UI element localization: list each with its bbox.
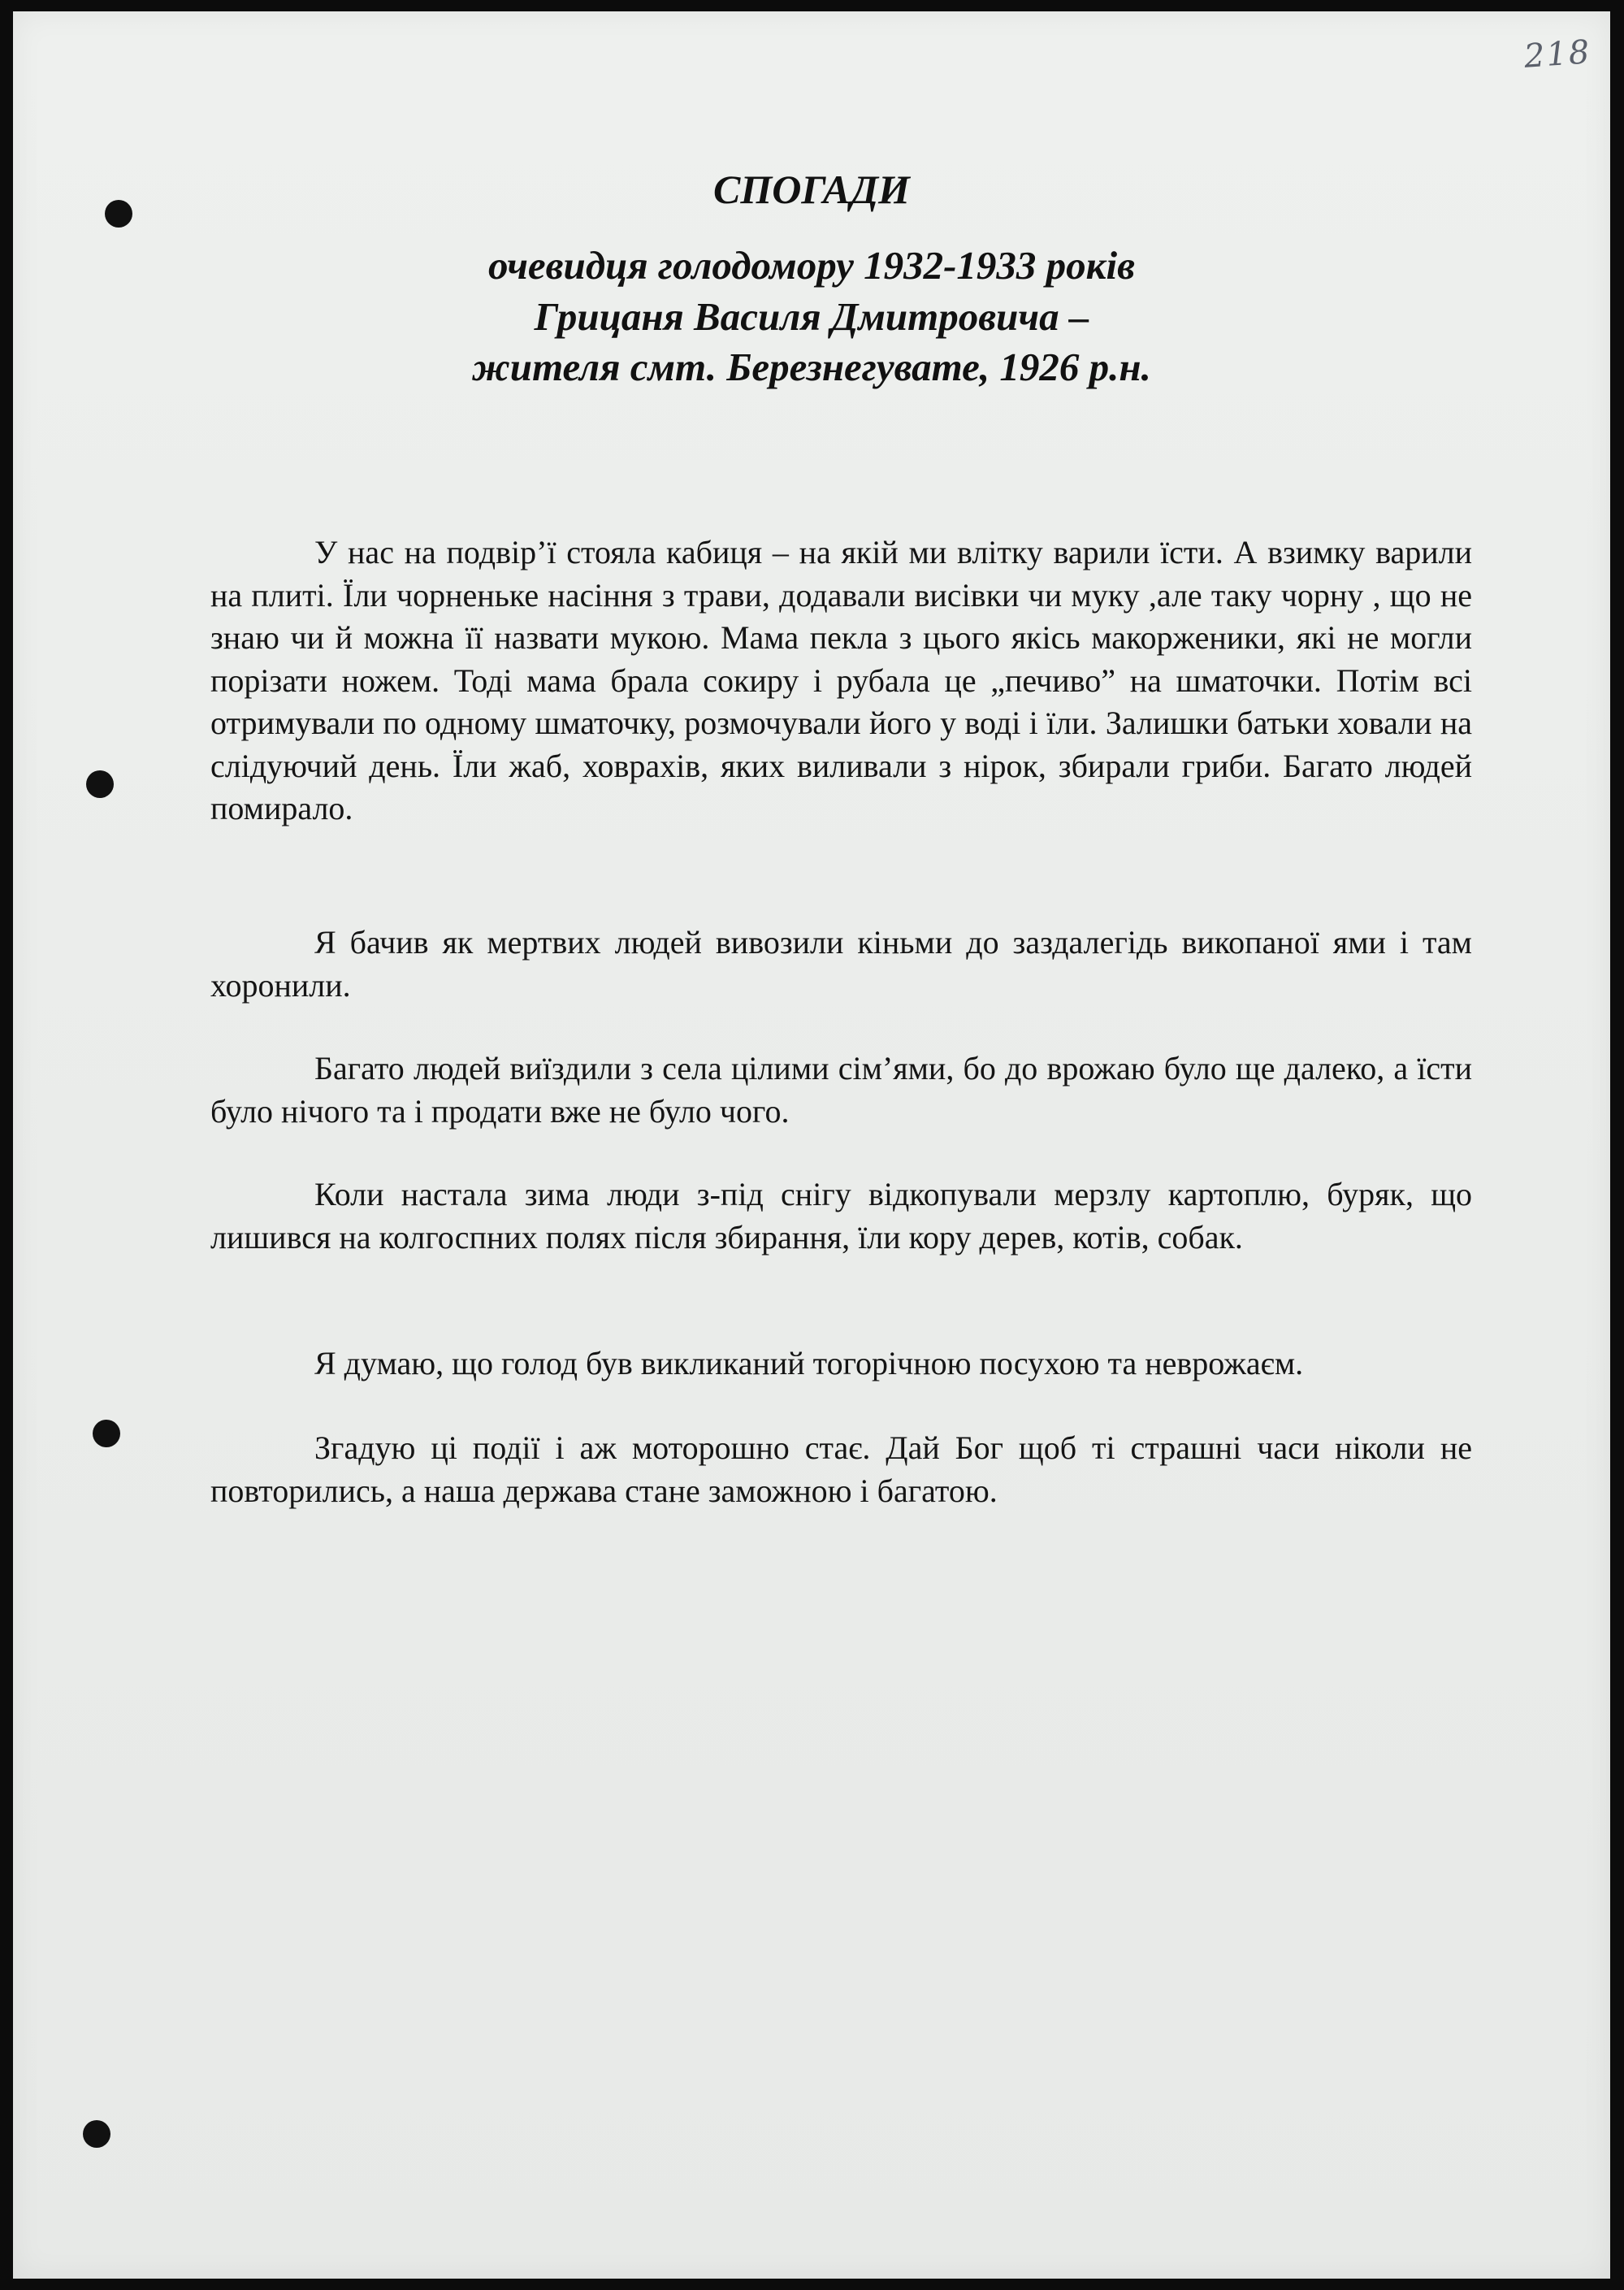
body-text <box>210 922 1472 1007</box>
paragraph: Я бачив як мертвих людей вивозили кіньми до заздалегідь викопаної ями і там хоронили. <box>210 924 1472 1004</box>
paragraph: Згадую ці події і аж моторошно стає. Дай Бог щоб ті страшні часи ніколи не повторились, а наша держава стане заможною і багатою. <box>210 1429 1472 1509</box>
body-text <box>210 1047 1472 1133</box>
body-text <box>210 1427 1472 1512</box>
subtitle-line: жителя смт. Березнегувате, 1926 р.н. <box>472 345 1151 389</box>
punch-hole <box>86 770 114 798</box>
paragraph: Коли настала зима люди з-під снігу відкопували мерзлу картоплю, буряк, що лишився на колгоспних полях після збирання, їли кору дерев, котів, собак. <box>210 1176 1472 1256</box>
paragraph: У нас на подвір’ї стояла кабиця – на якій ми влітку варили їсти. А взимку варили на плиті. Їли чорненьке насіння з трави, додавали висівки чи муку ,але таку чорну , що не знаю чи й можна її назвати мукою. Мама пекла з цього якісь макорженики, які не могли порізати ножем. Тоді мама брала сокиру і рубала це „печиво” на шматочки. Потім всі отримували по одному шматочку, розмочували його у воді і їли. Залишки батьки ховали на слідуючий день. Їли жаб, ховрахів, яких виливали з нірок, збирали гриби. Багато людей помирало. <box>210 534 1472 826</box>
subtitle-line: Грицаня Василя Дмитровича – <box>534 294 1089 339</box>
document-title: СПОГАДИ <box>713 167 910 212</box>
subtitle-line: очевидця голодомору 1932-1933 років <box>487 243 1136 288</box>
paragraph: Я думаю, що голод був викликаний тогорічною посухою та неврожаєм. <box>314 1345 1304 1381</box>
handwritten-page-number: 218 <box>1522 33 1592 76</box>
document-page <box>13 11 1610 2279</box>
paragraph: Багато людей виїздили з села цілими сім’ями, бо до врожаю було ще далеко, а їсти було нічого та і продати вже не було чого. <box>210 1050 1472 1130</box>
punch-hole <box>93 1420 120 1447</box>
body-text <box>210 531 1472 831</box>
body-text <box>210 1342 1472 1386</box>
body-text <box>210 1173 1472 1259</box>
punch-hole <box>83 2120 110 2148</box>
